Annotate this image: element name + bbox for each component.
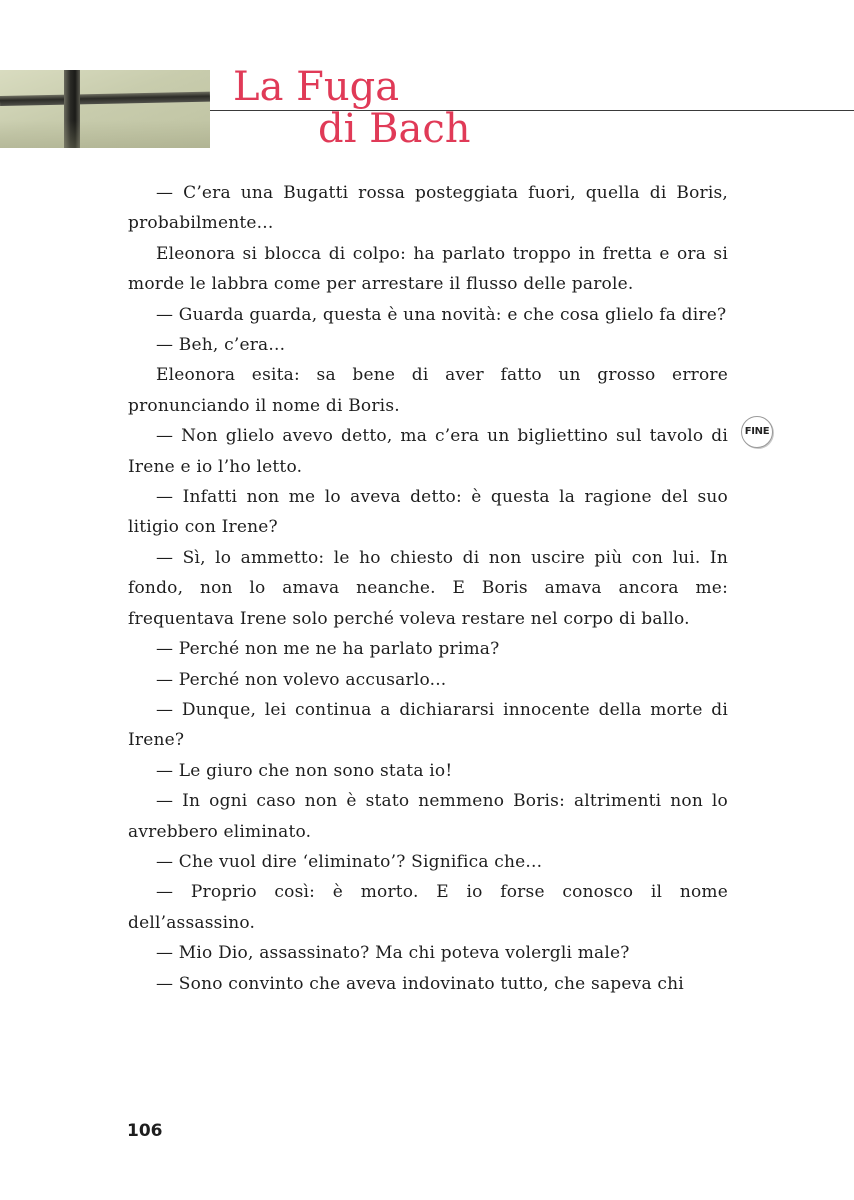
paragraph: — Perché non me ne ha parlato prima? (156, 639, 500, 660)
paragraph: — Non glielo avevo detto, ma c’era un bigliettino sul tavolo di Irene e io l’ho letto. (128, 426, 728, 477)
chapter-title-line-2: di Bach (318, 106, 471, 152)
chapter-title (233, 66, 471, 150)
paragraph: — In ogni caso non è stato nemmeno Boris: altrimenti non lo avrebbero eliminato. (128, 791, 728, 842)
paragraph: — Beh, c’era... (156, 335, 286, 356)
paragraph: — Le giuro che non sono stata io! (156, 760, 453, 781)
paragraph: — Dunque, lei continua a dichiararsi innocente della morte di Irene? (128, 699, 728, 751)
paragraph: — Guarda guarda, questa è una novità: e che cosa glielo fa dire? (156, 304, 727, 325)
window-frame-horizontal (0, 92, 210, 106)
chapter-title-line-1: La Fuga (233, 64, 400, 110)
paragraph: Eleonora esita: sa bene di aver fatto un grosso errore pronunciando il nome di Boris. (128, 365, 728, 416)
paragraph: — Mio Dio, assassinato? Ma chi poteva volergli male? (156, 943, 630, 964)
page-number: 106 (127, 1121, 163, 1141)
paragraph: — Che vuol dire ‘eliminato’? Significa che... (156, 851, 543, 872)
fine-badge: FINE (741, 416, 773, 448)
paragraph: — Perché non volevo accusarlo... (156, 669, 447, 690)
paragraph: — C’era una Bugatti rossa posteggiata fuori, quella di Boris, probabilmente... (128, 183, 728, 234)
photo-shade (0, 120, 210, 148)
paragraph: — Proprio così: è morto. E io forse conosco il nome dell’assassino. (128, 882, 728, 933)
paragraph: Eleonora si blocca di colpo: ha parlato troppo in fretta e ora si morde le labbra come per arrestare il flusso delle parole. (128, 243, 728, 295)
paragraph: — Infatti non me lo aveva detto: è questa la ragione del suo litigio con Irene? (128, 487, 728, 538)
paragraph: — Sono convinto che aveva indovinato tutto, che sapeva chi (156, 973, 684, 994)
body-text (128, 178, 728, 999)
header-photo (0, 70, 210, 148)
paragraph: — Sì, lo ammetto: le ho chiesto di non uscire più con lui. In fondo, non lo amava neanche. E Boris amava ancora me: frequentava Irene solo perché voleva restare nel corpo di ballo. (128, 547, 728, 629)
